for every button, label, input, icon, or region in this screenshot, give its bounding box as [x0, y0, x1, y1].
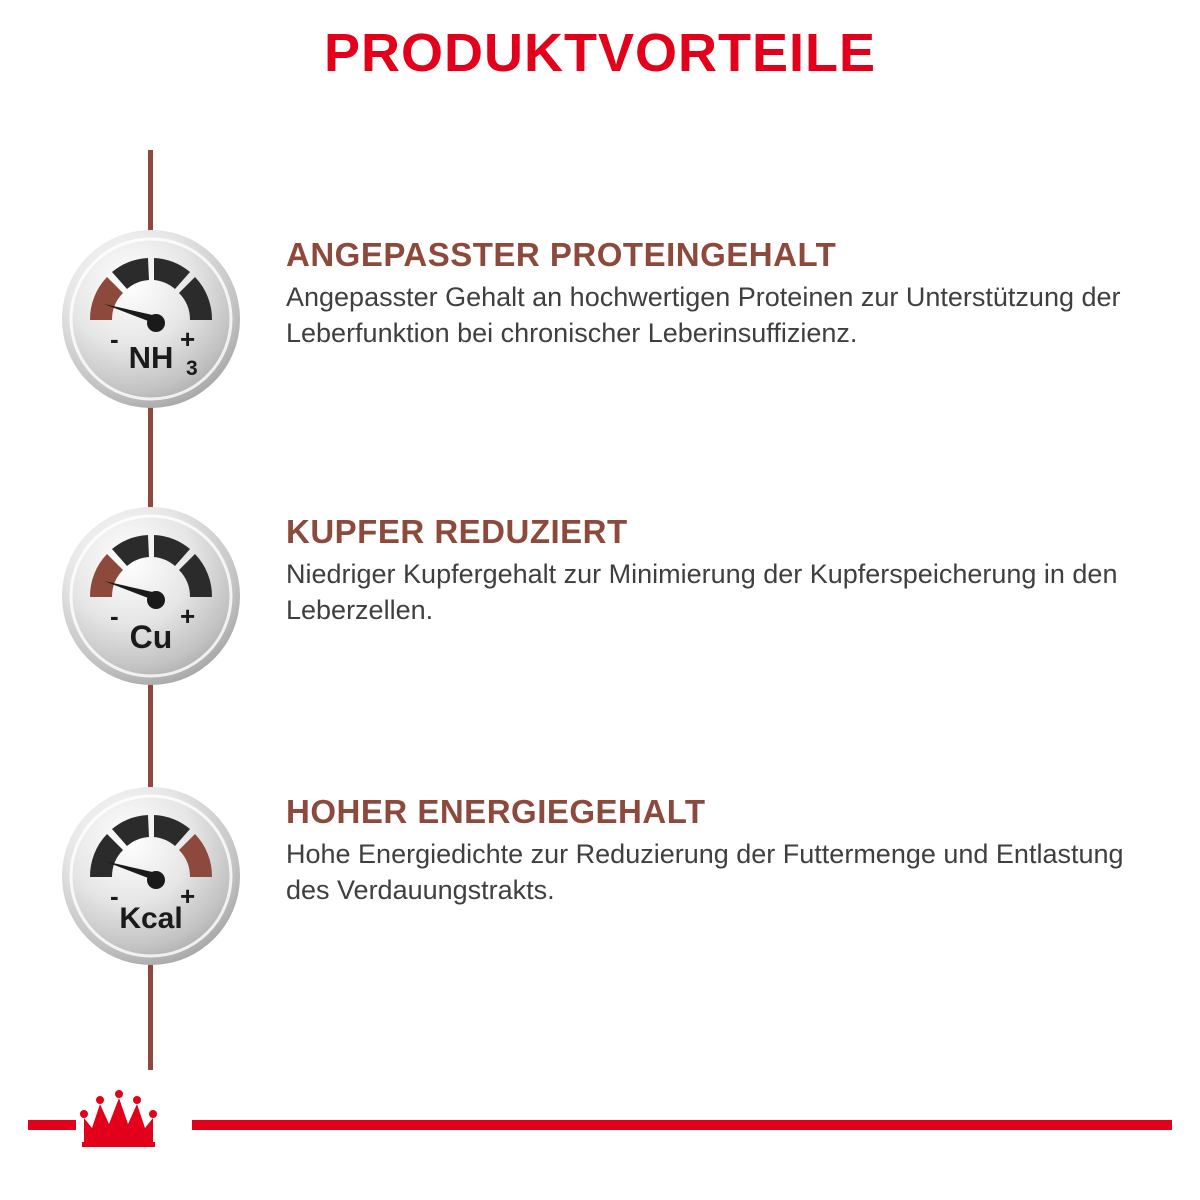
benefit-text-block	[286, 228, 1150, 352]
svg-text:Cu: Cu	[129, 619, 173, 655]
svg-text:-: -	[110, 881, 119, 911]
royal-canin-crown-logo	[78, 1090, 188, 1148]
benefit-item	[60, 505, 1150, 687]
gauge-cu-icon	[60, 505, 242, 687]
page-title: PRODUKTVORTEILE	[323, 23, 877, 83]
benefit-text-block	[286, 505, 1150, 629]
svg-text:Kcal: Kcal	[119, 902, 183, 935]
benefit-heading: HOHER ENERGIEGEHALT	[286, 793, 706, 830]
gauge-kcal-icon	[60, 785, 242, 967]
svg-text:-: -	[110, 601, 119, 631]
svg-text:+: +	[180, 881, 196, 911]
benefit-body: Hohe Energiedichte zur Reduzierung der Futtermenge und Entlastung des Verdauungstrakts.	[286, 838, 1124, 905]
svg-text:+: +	[180, 601, 196, 631]
footer-rule-right	[192, 1120, 1172, 1130]
gauge-nh3-icon	[60, 228, 242, 410]
footer-rule-left	[28, 1120, 76, 1130]
svg-text:-: -	[110, 324, 119, 354]
benefit-item	[60, 228, 1150, 410]
svg-text:+: +	[180, 324, 196, 354]
svg-text:NH: NH	[128, 340, 174, 375]
benefit-body: Angepasster Gehalt an hochwertigen Proteinen zur Unterstützung der Leberfunktion bei chronischer Leberinsuffizienz.	[286, 281, 1121, 348]
benefit-text-block	[286, 785, 1150, 909]
svg-text:3: 3	[186, 357, 198, 380]
benefit-body: Niedriger Kupfergehalt zur Minimierung der Kupferspeicherung in den Leberzellen.	[286, 558, 1118, 625]
benefit-item	[60, 785, 1150, 967]
benefit-heading: KUPFER REDUZIERT	[286, 513, 628, 550]
benefit-heading: ANGEPASSTER PROTEINGEHALT	[286, 236, 837, 273]
